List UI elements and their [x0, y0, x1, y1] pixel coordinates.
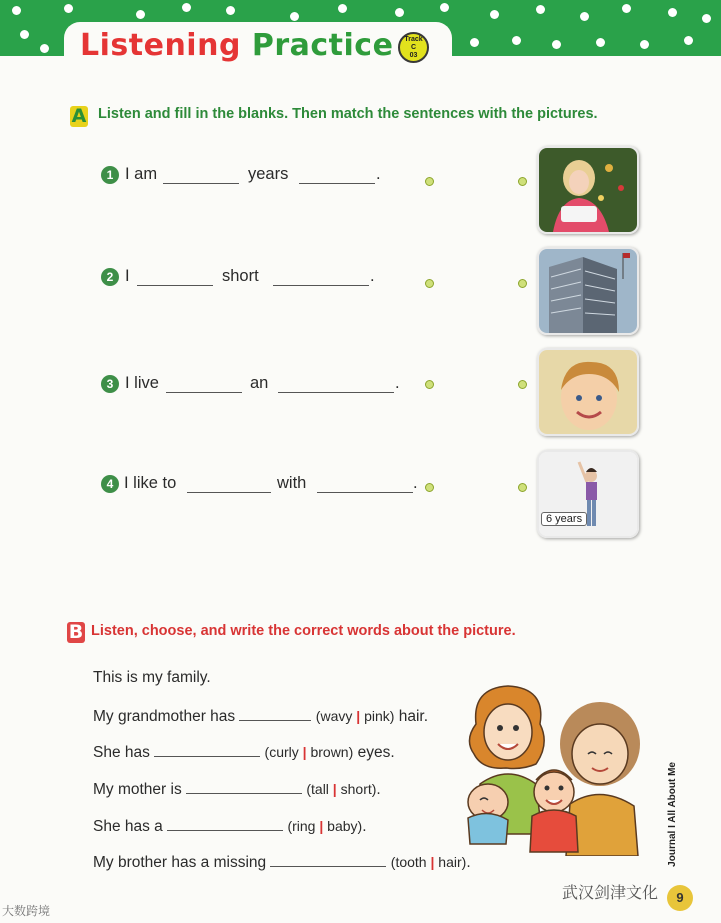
section-b-line-3: My mother is (tall | short).	[93, 781, 381, 798]
line-2-option-b[interactable]: brown	[310, 744, 349, 760]
item-1-text-b: years	[248, 165, 289, 183]
item-1-text-a: I am	[125, 165, 158, 183]
band-dot	[395, 8, 404, 17]
item-2-period: .	[370, 267, 375, 285]
item-4-text-a: I like to	[124, 474, 177, 492]
band-dot	[40, 44, 49, 53]
line-2-blank[interactable]	[154, 742, 260, 757]
item-1-blank-2[interactable]	[299, 183, 375, 184]
item-4-text-b: with	[277, 474, 307, 492]
section-b-intro: This is my family.	[93, 669, 211, 686]
page-title	[80, 28, 393, 63]
title-word-listening: Listening	[80, 28, 241, 63]
section-b-line-5: My brother has a missing (tooth | hair).	[93, 854, 471, 871]
line-5-option-b[interactable]: hair	[438, 854, 462, 870]
line-2-option-a[interactable]: curly	[269, 744, 299, 760]
item-2-blank-1[interactable]	[137, 285, 213, 286]
band-dot	[640, 40, 649, 49]
band-dot	[596, 38, 605, 47]
title-word-practice: Practice	[251, 28, 394, 63]
item-3-blank-1[interactable]	[166, 392, 242, 393]
band-dot	[20, 30, 29, 39]
line-1-blank[interactable]	[239, 706, 311, 721]
item-2-text-b: short	[222, 267, 259, 285]
section-b-instruction: Listen, choose, and write the correct words about the picture.	[91, 623, 516, 639]
item-1-blank-1[interactable]	[163, 183, 239, 184]
line-4-option-a[interactable]: ring	[292, 818, 316, 834]
item-1-number: 1	[101, 166, 119, 184]
item-3-period: .	[395, 374, 400, 392]
section-a-instruction: Listen and fill in the blanks. Then match the sentences with the pictures.	[98, 106, 598, 122]
item-4-blank-2[interactable]	[317, 492, 413, 493]
line-4-option-b[interactable]: baby	[327, 818, 358, 834]
band-dot	[512, 36, 521, 45]
picture-2-match-dot[interactable]	[518, 279, 527, 288]
line-1-option-b[interactable]: pink	[364, 708, 390, 724]
item-2-blank-2[interactable]	[273, 285, 369, 286]
line-3-option-b[interactable]: short	[340, 781, 372, 797]
page-number: 9	[667, 885, 693, 911]
item-3-blank-2[interactable]	[278, 392, 394, 393]
section-b-line-4: She has a (ring | baby).	[93, 818, 367, 835]
line-1-option-a[interactable]: wavy	[320, 708, 353, 724]
band-dot	[684, 36, 693, 45]
line-1-text: My grandmother has	[93, 708, 236, 725]
section-b-line-1: My grandmother has (wavy | pink) hair.	[93, 708, 429, 725]
picture-4-match-dot[interactable]	[518, 483, 527, 492]
track-number: 03	[409, 52, 418, 59]
item-1-match-dot[interactable]	[425, 177, 434, 186]
item-3-text-a: I live	[125, 374, 159, 392]
watermark-left: 大数跨境	[2, 904, 51, 918]
line-5-end: .	[466, 854, 471, 871]
band-dot	[490, 10, 499, 19]
line-3-text: My mother is	[93, 781, 182, 798]
side-label: Journal I All About Me	[667, 762, 678, 867]
item-4-number: 4	[101, 475, 119, 493]
line-1-end: hair.	[398, 708, 429, 725]
family-cartoon-illustration	[462, 684, 648, 856]
section-b-line-2: She has (curly | brown) eyes.	[93, 744, 395, 761]
section-b-badge: B	[68, 621, 84, 643]
band-dot	[64, 4, 73, 13]
line-4-end: .	[362, 818, 367, 835]
skyscraper-photo[interactable]	[537, 247, 639, 335]
band-dot	[552, 40, 561, 49]
watermark-right: 武汉剑津文化	[562, 885, 659, 902]
band-dot	[622, 4, 631, 13]
item-2-match-dot[interactable]	[425, 279, 434, 288]
line-3-option-a[interactable]: tall	[311, 781, 329, 797]
band-dot	[668, 8, 677, 17]
picture-1-match-dot[interactable]	[518, 177, 527, 186]
item-4-blank-1[interactable]	[187, 492, 271, 493]
item-4-period: .	[413, 474, 418, 492]
item-4-match-dot[interactable]	[425, 483, 434, 492]
item-2-text-a: I	[125, 267, 130, 285]
band-dot	[338, 4, 347, 13]
line-4-text: She has a	[93, 818, 163, 835]
line-5-option-a[interactable]: tooth	[395, 854, 427, 870]
line-5-blank[interactable]	[270, 852, 386, 867]
track-badge	[398, 32, 429, 63]
band-dot	[580, 12, 589, 21]
picture-4-caption: 6 years	[541, 512, 587, 526]
band-dot	[290, 12, 299, 21]
band-dot	[470, 38, 479, 47]
item-2-number: 2	[101, 268, 119, 286]
item-3-text-b: an	[250, 374, 269, 392]
section-a-badge: A	[71, 105, 87, 127]
band-dot	[702, 14, 711, 23]
girl-christmas-photo[interactable]	[537, 146, 639, 234]
band-dot	[12, 6, 21, 15]
band-dot	[440, 3, 449, 12]
line-2-text: She has	[93, 744, 150, 761]
band-dot	[536, 5, 545, 14]
item-3-match-dot[interactable]	[425, 380, 434, 389]
line-3-end: .	[376, 781, 381, 798]
picture-3-match-dot[interactable]	[518, 380, 527, 389]
boy-smiling-photo[interactable]	[537, 348, 639, 436]
band-dot	[226, 6, 235, 15]
line-4-blank[interactable]	[167, 816, 283, 831]
item-3-number: 3	[101, 375, 119, 393]
track-letter: C	[410, 44, 417, 51]
item-1-period: .	[376, 165, 381, 183]
line-5-text: My brother has a missing	[93, 854, 267, 871]
band-dot	[182, 3, 191, 12]
band-dot	[136, 10, 145, 19]
track-label: Track	[404, 36, 423, 43]
line-2-end: eyes.	[357, 744, 395, 761]
line-3-blank[interactable]	[186, 779, 302, 794]
